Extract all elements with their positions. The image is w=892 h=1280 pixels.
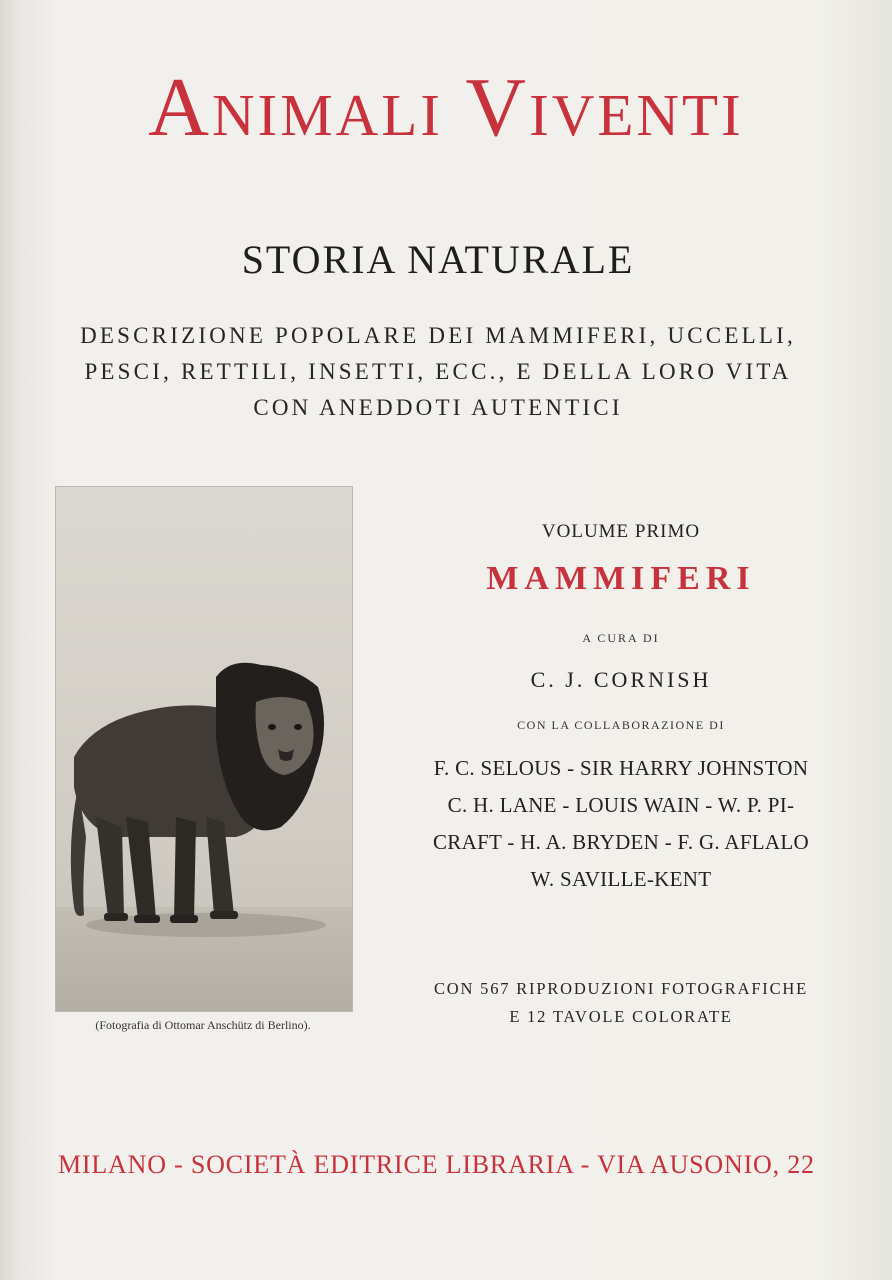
description-line-2: PESCI, RETTILI, INSETTI, ECC., E DELLA LORO VITA	[84, 359, 792, 384]
reproductions-line-2: E 12 TAVOLE COLORATE	[509, 1007, 733, 1026]
book-subtitle: STORIA NATURALE	[241, 237, 635, 282]
reproductions-line-1: CON 567 RIPRODUZIONI FOTOGRAFICHE	[434, 979, 808, 998]
editor-name: C. J. CORNISH	[530, 667, 712, 692]
description-line-3: CON ANEDDOTI AUTENTICI	[253, 395, 623, 420]
lion-photograph	[55, 486, 353, 1012]
contributors-line-3: CRAFT - H. A. BRYDEN - F. G. AFLALO	[433, 830, 809, 854]
contributors-line-2: C. H. LANE - LOUIS WAIN - W. P. PI-	[447, 793, 795, 817]
edited-by-label: A CURA DI	[582, 631, 660, 645]
collaboration-label: CON LA COLLABORAZIONE DI	[517, 718, 725, 732]
photo-caption: (Fotografia di Ottomar Anschütz di Berlino).	[95, 1018, 311, 1032]
volume-label: VOLUME PRIMO	[541, 521, 701, 542]
reproductions-note	[405, 975, 837, 1031]
volume-title: MAMMIFERI	[486, 560, 756, 597]
publisher-imprint: MILANO - SOCIETÀ EDITRICE LIBRARIA - VIA AUSONIO, 22	[58, 1150, 815, 1179]
book-title: Animali Viventi	[148, 61, 744, 154]
contributors-line-4: W. SAVILLE-KENT	[530, 867, 712, 891]
description-line-1: DESCRIZIONE POPOLARE DEI MAMMIFERI, UCCELLI,	[80, 323, 796, 348]
contributors-line-1: F. C. SELOUS - SIR HARRY JOHNSTON	[433, 756, 809, 780]
